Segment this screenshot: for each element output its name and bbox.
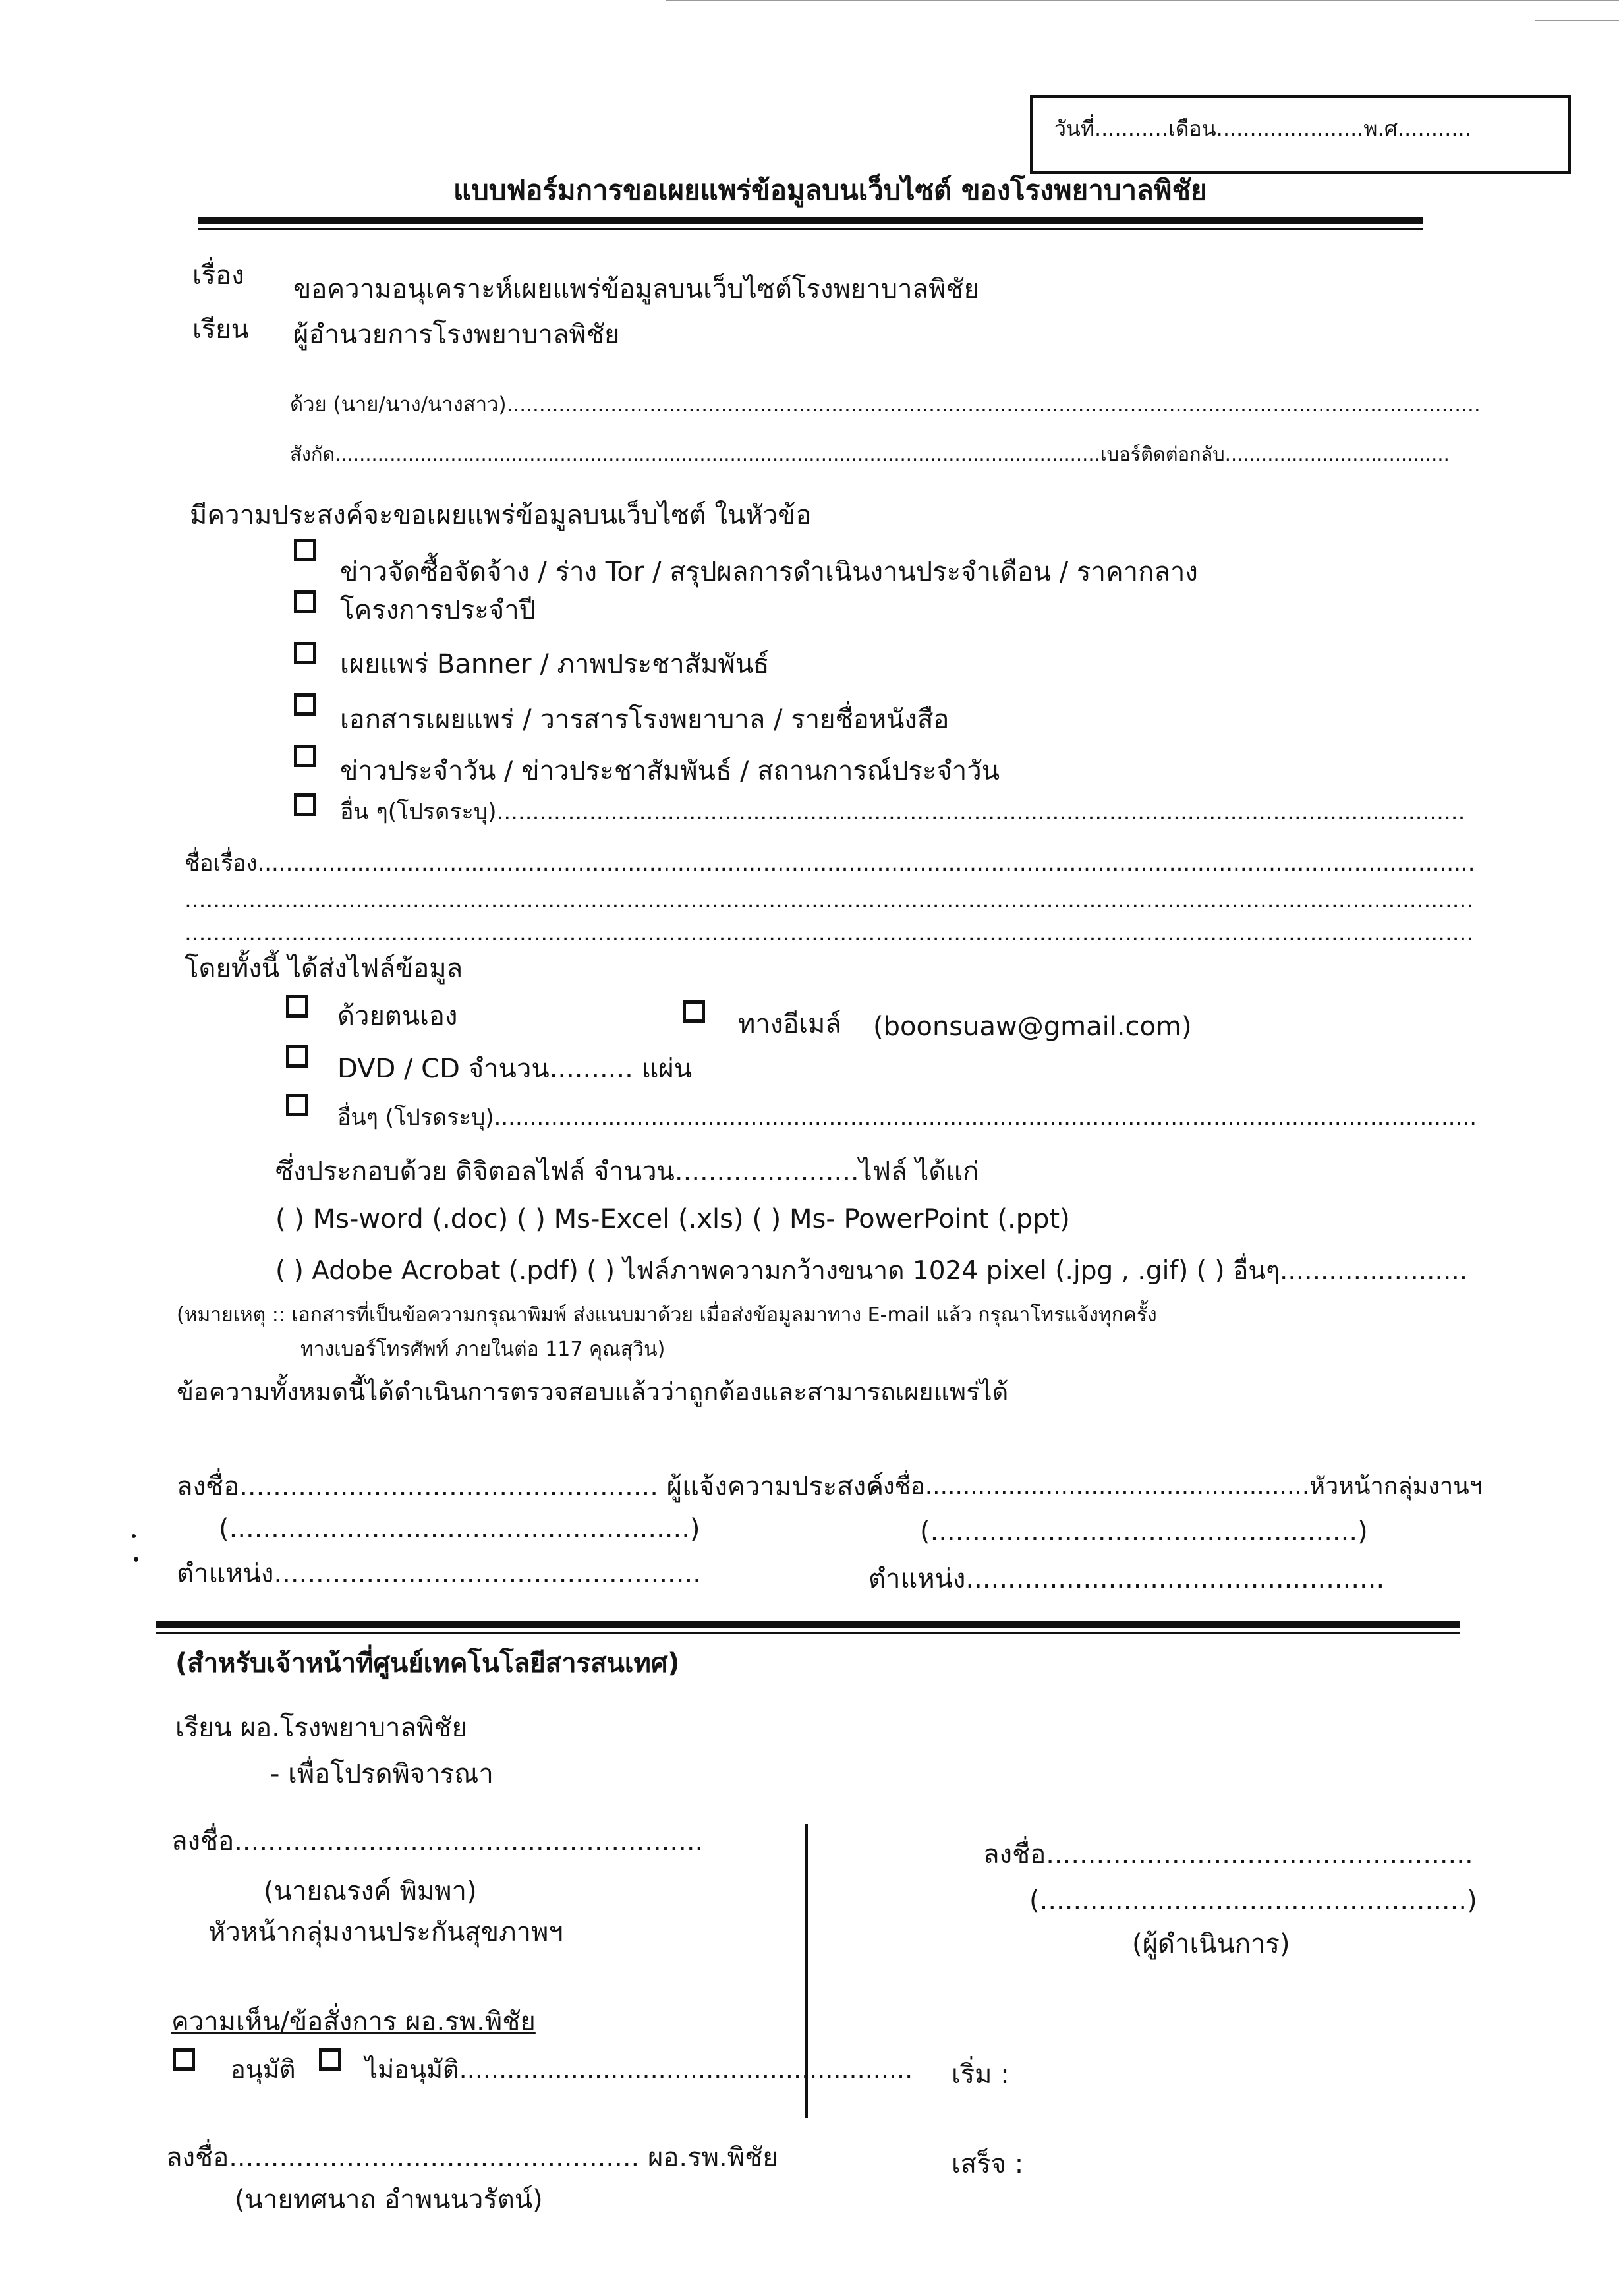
file-types-line-2[interactable]: ( ) Adobe Acrobat (.pdf) ( ) ไฟล์ภาพความกว้างขนาด 1024 pixel (.jpg , .gif) ( ) อื่นๆ.......................: [275, 1256, 1468, 1286]
send-email-address: (boonsuaw@gmail.com): [873, 1012, 1192, 1042]
approve-label: อนุมัติ: [231, 2055, 296, 2084]
it-section-for-consideration: - เพื่อโปรดพิจารณา: [270, 1759, 494, 1789]
approve-checkbox[interactable]: [173, 2048, 195, 2071]
send-email-label: ทางอีเมล์: [738, 1009, 841, 1039]
topic-checkbox-daily-news[interactable]: [294, 745, 316, 767]
send-self-checkbox[interactable]: [286, 995, 308, 1018]
it-left-name: (นายณรงค์ พิมพา): [264, 1876, 477, 1907]
it-right-role: (ผู้ดำเนินการ): [1132, 1929, 1290, 1959]
not-approve-label[interactable]: ไม่อนุมัติ.........................................................: [365, 2055, 913, 2084]
send-dvd-label[interactable]: DVD / CD จำนวน.......... แผ่น: [337, 1054, 693, 1084]
send-other-label[interactable]: อื่นๆ (โปรดระบุ)..........................................................................................................................................: [337, 1105, 1477, 1131]
send-email-checkbox[interactable]: [683, 1000, 705, 1023]
it-left-sign[interactable]: ลงชื่อ........................................................: [171, 1826, 704, 1856]
topic-checkbox-annual-project[interactable]: [294, 590, 316, 613]
topic-option-daily-news: ข่าวประจำวัน / ข่าวประชาสัมพันธ์ / สถานการณ์ประจำวัน: [340, 756, 1000, 786]
topic-title-line-2[interactable]: .....................................................................................................................................................................................: [185, 887, 1474, 913]
topic-title-line-3[interactable]: .....................................................................................................................................................................................: [185, 920, 1474, 946]
scan-mark-2: [134, 1557, 138, 1562]
title-rule-thin: [198, 228, 1423, 230]
title-rule-thick: [198, 217, 1423, 224]
date-line[interactable]: วันที่...........เดือน......................พ.ศ...........: [1054, 116, 1471, 141]
send-heading: โดยทั้งนี้ ได้ส่งไฟล์ข้อมูล: [185, 954, 463, 984]
note-line-1: (หมายเหตุ :: เอกสารที่เป็นข้อความกรุณาพิมพ์ ส่งแนบมาด้วย เมื่อส่งข้อมูลมาทาง E-mail แล้ว กรุณาโทรแจ้งทุกครั้ง: [177, 1304, 1157, 1327]
it-left-role: หัวหน้ากลุ่มงานประกันสุขภาพฯ: [208, 1917, 563, 1947]
subject-text: ขอความอนุเคราะห์เผยแพร่ข้อมูลบนเว็บไซต์โรงพยาบาลพิชัย: [293, 274, 980, 304]
signature-left-position[interactable]: ตำแหน่ง...................................................: [177, 1559, 701, 1589]
signature-right-position[interactable]: ตำแหน่ง..................................................: [868, 1564, 1385, 1594]
section-rule-thin: [156, 1632, 1460, 1634]
send-other-checkbox[interactable]: [286, 1094, 308, 1116]
opinion-heading: ความเห็น/ข้อสั่งการ ผอ.รพ.พิชัย: [171, 2007, 536, 2037]
verification-text: ข้อความทั้งหมดนี้ได้ดำเนินการตรวจสอบแล้วว่าถูกต้องและสามารถเผยแพร่ได้: [177, 1377, 1009, 1406]
scan-edge-line-2: [1535, 20, 1619, 21]
to-label: เรียน: [192, 314, 249, 345]
topic-option-banner: เผยแพร่ Banner / ภาพประชาสัมพันธ์: [340, 649, 770, 679]
to-text: ผู้อำนวยการโรงพยาบาลพิชัย: [293, 320, 620, 350]
topic-checkbox-procurement[interactable]: [294, 539, 316, 561]
it-section-heading: (สำหรับเจ้าหน้าที่ศูนย์เทคโนโลยีสารสนเทศ): [175, 1648, 680, 1679]
it-right-name[interactable]: (...................................................): [1029, 1885, 1477, 1916]
it-section-to: เรียน ผอ.โรงพยาบาลพิชัย: [175, 1713, 467, 1743]
not-approve-checkbox[interactable]: [319, 2048, 341, 2071]
note-line-2: ทางเบอร์โทรศัพท์ ภายในต่อ 117 คุณสุวิน): [300, 1338, 666, 1361]
topic-option-procurement: ข่าวจัดซื้อจัดจ้าง / ร่าง Tor / สรุปผลการดำเนินงานประจำเดือน / ราคากลาง: [340, 557, 1198, 587]
topic-option-other[interactable]: อื่น ๆ(โปรดระบุ)........................................................................................................................................: [340, 799, 1465, 825]
director-name: (นายทศนาถ อำพนนวรัตน์): [235, 2185, 543, 2215]
applicant-line[interactable]: ด้วย (นาย/นาง/นางสาว)......................................................................................................................................................: [290, 393, 1481, 416]
purpose-heading: มีความประสงค์จะขอเผยแพร่ข้อมูลบนเว็บไซต์ ในหัวข้อ: [190, 500, 812, 531]
form-title: แบบฟอร์มการขอเผยแพร่ข้อมูลบนเว็บไซต์ ของโรงพยาบาลพิชัย: [453, 174, 1207, 206]
send-self-label: ด้วยตนเอง: [337, 1001, 458, 1031]
signature-left-sign[interactable]: ลงชื่อ.................................................. ผู้แจ้งความประสงค์: [177, 1472, 884, 1502]
affiliation-line[interactable]: สังกัด..............................................................................................................................เบอร์ติดต่อกลับ.....................................: [290, 443, 1450, 465]
section-rule-thick: [156, 1621, 1460, 1628]
send-dvd-checkbox[interactable]: [286, 1045, 308, 1068]
subject-label: เรื่อง: [192, 260, 244, 291]
topic-title-line[interactable]: ชื่อเรื่อง...........................................................................................................................................................................: [185, 850, 1475, 876]
file-types-line-1[interactable]: ( ) Ms-word (.doc) ( ) Ms-Excel (.xls) ( ) Ms- PowerPoint (.ppt): [275, 1204, 1070, 1234]
finish-label[interactable]: เสร็จ :: [952, 2149, 1024, 2179]
signature-right-sign[interactable]: ลงชื่อ...................................................หัวหน้ากลุ่มงานฯ: [868, 1473, 1483, 1500]
scan-mark: [132, 1534, 136, 1538]
digital-files-line[interactable]: ซึ่งประกอบด้วย ดิจิตอลไฟล์ จำนวน......................ไฟล์ ได้แก่: [275, 1157, 979, 1187]
topic-option-annual-project: โครงการประจำปี: [340, 595, 536, 625]
signature-right-name[interactable]: (...................................................): [920, 1516, 1368, 1547]
topic-option-documents: เอกสารเผยแพร่ / วารสารโรงพยาบาล / รายชื่อหนังสือ: [340, 704, 950, 735]
signature-left-name[interactable]: (.......................................................): [219, 1514, 700, 1544]
topic-checkbox-banner[interactable]: [294, 642, 316, 664]
it-right-sign[interactable]: ลงชื่อ...................................................: [983, 1839, 1473, 1870]
director-sign[interactable]: ลงชื่อ................................................. ผอ.รพ.พิชัย: [166, 2142, 778, 2173]
scan-edge-line: [666, 0, 1619, 1]
topic-checkbox-other[interactable]: [294, 793, 316, 816]
start-label[interactable]: เริ่ม :: [952, 2059, 1009, 2090]
topic-checkbox-documents[interactable]: [294, 693, 316, 716]
